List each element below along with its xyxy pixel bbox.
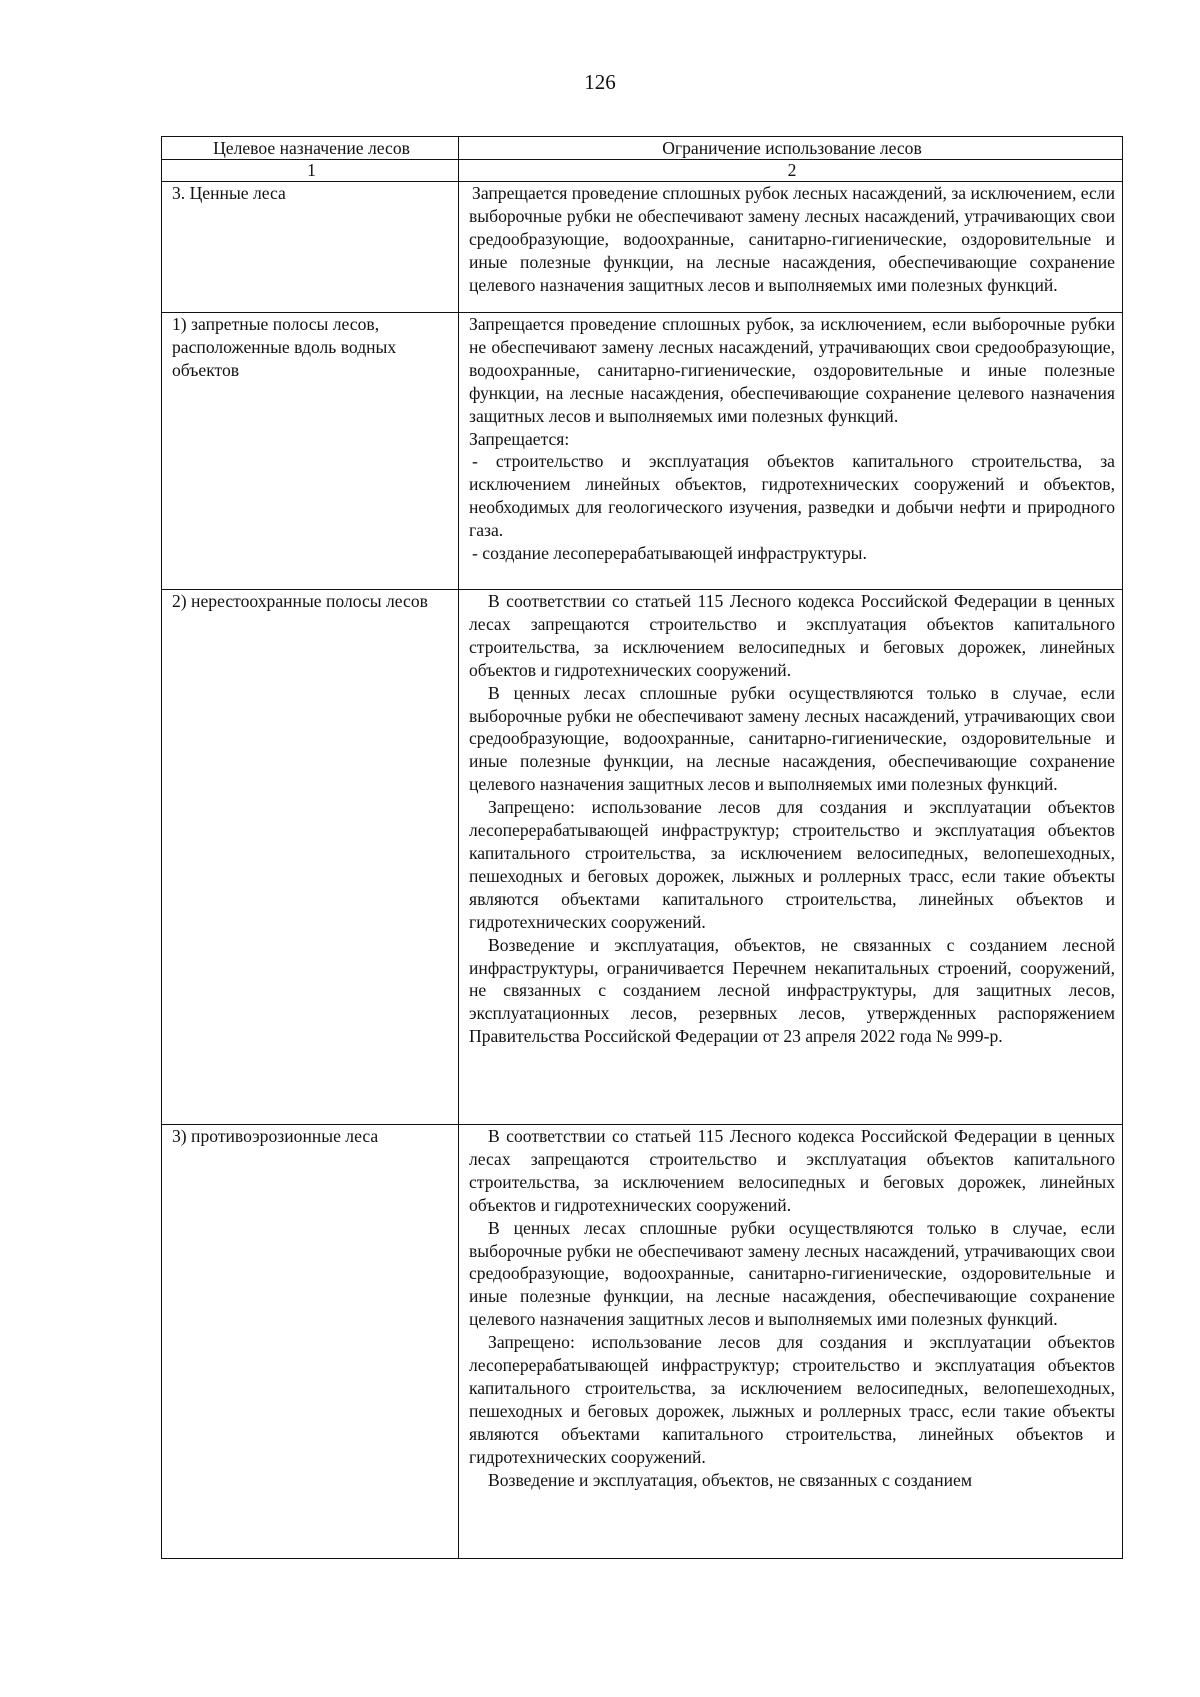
table-row (162, 182, 1123, 313)
column-number: 2 (459, 160, 1123, 182)
restriction-cell (459, 590, 1123, 1125)
forest-purpose-cell: 3. Ценные леса (162, 182, 459, 313)
table-row (162, 1125, 1123, 1559)
column-number-row (162, 160, 1123, 182)
restriction-paragraph: Запрещается проведение сплошных рубок лесных насаждений, за исключением, если выборочные рубки не обеспечивают замену лесных насаждений, утрачивающих свои средообразующие, водоохранные, санитарно-гигиенические, оздоровительные и иные полезные функции, на лесные насаждения, обеспечивающие сохранение целевого назначения защитных лесов и выполняемых ими полезных функций. (469, 183, 1115, 295)
restriction-paragraph: - строительство и эксплуатация объектов капитального строительства, за исключением линейных объектов, гидротехнических сооружений и объектов, необходимых для геологического изучения, разведки и добычи нефти и природного газа. (469, 451, 1115, 541)
restriction-paragraph: - создание лесоперерабатывающей инфраструктуры. (472, 543, 867, 564)
restriction-paragraph: Запрещено: использование лесов для создания и эксплуатации объектов лесоперерабатывающей инфраструктур; строительство и эксплуатация объектов капитального строительства, за исключением велосипедных, велопешеходных, пешеходных и беговых дорожек, лыжных и роллерных трасс, если такие объекты являются объектами капитального строительства, линейных объектов и гидротехнических сооружений. (469, 797, 1115, 932)
forest-purpose-cell: 3) противоэрозионные леса (162, 1125, 459, 1559)
restriction-paragraph: Запрещается проведение сплошных рубок, за исключением, если выборочные рубки не обеспечивают замену лесных насаждений, утрачивающих свои средообразующие, водоохранные, санитарно-гигиенические, оздоровительные и иные полезные функции, на лесные насаждения, обеспечивающие сохранение целевого назначения защитных лесов и выполняемых ими полезных функций. (469, 314, 1115, 426)
restriction-paragraph: В соответствии со статьей 115 Лесного кодекса Российской Федерации в ценных лесах запрещаются строительство и эксплуатация объектов капитального строительства, за исключением велосипедных и беговых дорожек, линейных объектов и гидротехнических сооружений. (469, 1126, 1115, 1215)
restriction-paragraph: Запрещается: (469, 428, 570, 449)
restriction-cell (459, 1125, 1123, 1559)
header-forest-purpose: Целевое назначение лесов (162, 137, 459, 160)
forest-purpose-cell: 1) запретные полосы лесов, расположенные вдоль водных объектов (162, 313, 459, 590)
restriction-paragraph: В ценных лесах сплошные рубки осуществляются только в случае, если выборочные рубки не обеспечивают замену лесных насаждений, утрачивающих свои средообразующие, водоохранные, санитарно-гигиенические, оздоровительные и иные полезные функции, на лесные насаждения, обеспечивающие сохранение целевого назначения защитных лесов и выполняемых ими полезных функций. (469, 1217, 1115, 1330)
table-header-row (162, 137, 1123, 160)
table-row (162, 313, 1123, 590)
page-number: 126 (584, 70, 616, 94)
restriction-cell (459, 313, 1123, 590)
forest-purpose-cell: 2) нерестоохранные полосы лесов (162, 590, 459, 1125)
restrictions-table (161, 136, 1123, 1559)
restriction-paragraph: Возведение и эксплуатация, объектов, не связанных с созданием лесной инфраструктуры, ограничивается Перечнем некапитальных строений, сооружений, не связанных с созданием лесной инфраструктуры, для защитных лесов, эксплуатационных лесов, резервных лесов, утвержденных распоряжением Правительства Российской Федерации от 23 апреля 2022 года № 999-р. (469, 934, 1115, 1047)
restriction-paragraph: Возведение и эксплуатация, объектов, не связанных с созданием (488, 1469, 972, 1490)
restriction-paragraph: В ценных лесах сплошные рубки осуществляются только в случае, если выборочные рубки не обеспечивают замену лесных насаждений, утрачивающих свои средообразующие, водоохранные, санитарно-гигиенические, оздоровительные и иные полезные функции, на лесные насаждения, обеспечивающие сохранение целевого назначения защитных лесов и выполняемых ими полезных функций. (469, 682, 1115, 795)
restriction-paragraph: Запрещено: использование лесов для создания и эксплуатации объектов лесоперерабатывающей инфраструктур; строительство и эксплуатация объектов капитального строительства, за исключением велосипедных, велопешеходных, пешеходных и беговых дорожек, лыжных и роллерных трасс, если такие объекты являются объектами капитального строительства, линейных объектов и гидротехнических сооружений. (469, 1332, 1115, 1467)
column-number: 1 (162, 160, 459, 182)
restriction-paragraph: В соответствии со статьей 115 Лесного кодекса Российской Федерации в ценных лесах запрещаются строительство и эксплуатация объектов капитального строительства, за исключением велосипедных и беговых дорожек, линейных объектов и гидротехнических сооружений. (469, 591, 1115, 680)
restriction-cell (459, 182, 1123, 313)
table-row (162, 590, 1123, 1125)
header-use-restriction: Ограничение использование лесов (459, 137, 1123, 160)
